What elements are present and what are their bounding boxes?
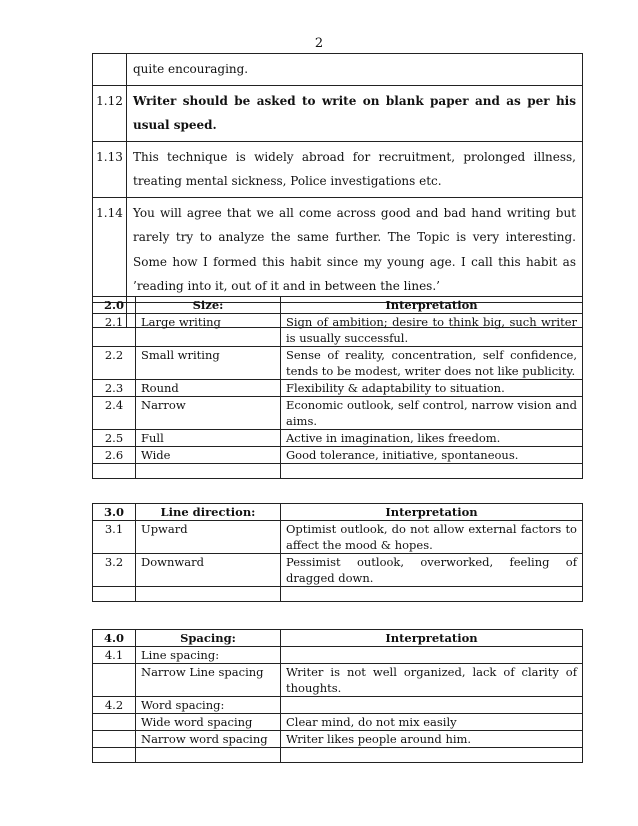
table-header-row — [93, 504, 583, 521]
row-interpretation — [281, 647, 583, 664]
row-number: 2.4 — [93, 397, 136, 430]
row-text: You will agree that we all come across good and bad hand writing but rarely try to analyze the same further. The Topic is very interesting. Some how I formed this habit since my young age. I call this habit as ’reading into it, out of it and in between the lines.’ — [127, 197, 583, 302]
row-trait — [136, 748, 281, 763]
header-trait: Spacing: — [136, 630, 281, 647]
row-trait — [136, 464, 281, 479]
header-section-number: 4.0 — [93, 630, 136, 647]
row-number: 1.13 — [93, 141, 127, 197]
row-number — [93, 664, 136, 697]
row-number: 1.12 — [93, 85, 127, 141]
page-number: 2 — [314, 36, 324, 51]
table-row — [93, 697, 583, 714]
row-trait: Narrow Line spacing — [136, 664, 281, 697]
header-interpretation: Interpretation — [281, 297, 583, 314]
row-interpretation: Optimist outlook, do not allow external factors to affect the mood & hopes. — [281, 521, 583, 554]
header-interpretation: Interpretation — [281, 504, 583, 521]
row-number: 2.5 — [93, 430, 136, 447]
row-number — [93, 748, 136, 763]
row-trait: Word spacing: — [136, 697, 281, 714]
row-number: 2.2 — [93, 347, 136, 380]
row-number — [93, 464, 136, 479]
row-interpretation: Economic outlook, self control, narrow vision and aims. — [281, 397, 583, 430]
table-header-row — [93, 630, 583, 647]
table-row — [93, 748, 583, 763]
row-trait — [136, 587, 281, 602]
row-trait: Small writing — [136, 347, 281, 380]
row-trait: Round — [136, 380, 281, 397]
row-number: 2.1 — [93, 314, 136, 347]
table-row — [93, 554, 583, 587]
row-number: 2.3 — [93, 380, 136, 397]
intro-notes-table — [92, 53, 583, 328]
row-trait: Line spacing: — [136, 647, 281, 664]
row-number — [93, 587, 136, 602]
row-trait: Downward — [136, 554, 281, 587]
row-text: Writer should be asked to write on blank paper and as per his usual speed. — [127, 85, 583, 141]
size-table — [92, 296, 583, 479]
header-interpretation: Interpretation — [281, 630, 583, 647]
header-section-number: 2.0 — [93, 297, 136, 314]
row-interpretation: Clear mind, do not mix easily — [281, 714, 583, 731]
table-row — [93, 664, 583, 697]
row-trait: Narrow word spacing — [136, 731, 281, 748]
table-header-row — [93, 297, 583, 314]
row-trait: Full — [136, 430, 281, 447]
row-number: 2.6 — [93, 447, 136, 464]
row-trait: Narrow — [136, 397, 281, 430]
table-row — [93, 464, 583, 479]
row-interpretation: Sense of reality, concentration, self confidence, tends to be modest, writer does not like publicity. — [281, 347, 583, 380]
row-number — [93, 714, 136, 731]
row-number — [93, 731, 136, 748]
table-row — [93, 731, 583, 748]
table-row — [93, 397, 583, 430]
spacing-table — [92, 629, 583, 763]
table-row — [93, 447, 583, 464]
row-interpretation: Good tolerance, initiative, spontaneous. — [281, 447, 583, 464]
row-number: 3.2 — [93, 554, 136, 587]
table-row — [93, 647, 583, 664]
table-row — [93, 197, 583, 302]
row-text: quite encouraging. — [127, 54, 583, 86]
table-row — [93, 54, 583, 86]
header-trait: Line direction: — [136, 504, 281, 521]
header-trait: Size: — [136, 297, 281, 314]
row-trait: Large writing — [136, 314, 281, 347]
row-interpretation: Active in imagination, likes freedom. — [281, 430, 583, 447]
table-row — [93, 587, 583, 602]
row-interpretation: Pessimist outlook, overworked, feeling of dragged down. — [281, 554, 583, 587]
line-direction-table — [92, 503, 583, 602]
row-number: 3.1 — [93, 521, 136, 554]
row-interpretation: Writer is not well organized, lack of clarity of thoughts. — [281, 664, 583, 697]
row-number — [93, 54, 127, 86]
row-number: 4.1 — [93, 647, 136, 664]
row-text: This technique is widely abroad for recruitment, prolonged illness, treating mental sickness, Police investigations etc. — [127, 141, 583, 197]
table-row — [93, 314, 583, 347]
row-interpretation — [281, 697, 583, 714]
row-interpretation — [281, 748, 583, 763]
table-row — [93, 521, 583, 554]
row-interpretation: Writer likes people around him. — [281, 731, 583, 748]
row-trait: Wide — [136, 447, 281, 464]
table-row — [93, 430, 583, 447]
table-row — [93, 141, 583, 197]
row-interpretation — [281, 587, 583, 602]
table-row — [93, 85, 583, 141]
row-interpretation: Flexibility & adaptability to situation. — [281, 380, 583, 397]
row-interpretation: Sign of ambition; desire to think big, such writer is usually successful. — [281, 314, 583, 347]
table-row — [93, 714, 583, 731]
row-trait: Wide word spacing — [136, 714, 281, 731]
table-row — [93, 380, 583, 397]
row-number: 4.2 — [93, 697, 136, 714]
table-row — [93, 347, 583, 380]
row-number: 1.14 — [93, 197, 127, 302]
row-interpretation — [281, 464, 583, 479]
row-trait: Upward — [136, 521, 281, 554]
header-section-number: 3.0 — [93, 504, 136, 521]
